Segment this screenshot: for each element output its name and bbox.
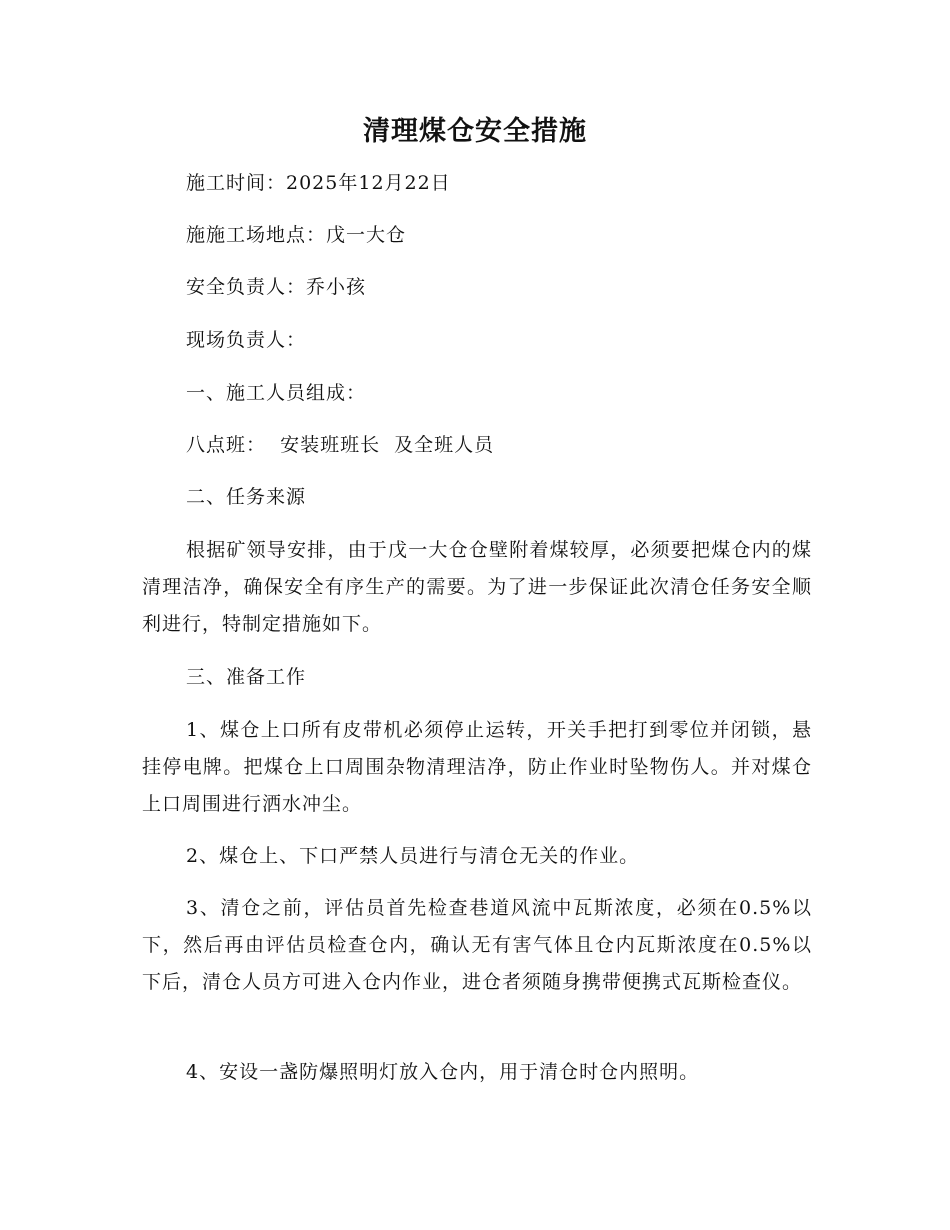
section1-content: 八点班： 安装班班长 及全班人员 — [186, 434, 495, 456]
section3-heading: 三、准备工作 — [186, 666, 307, 688]
section3-item-2: 2、煤仓上、下口严禁人员进行与清仓无关的作业。 — [186, 845, 640, 867]
section2-paragraph: 根据矿领导安排，由于戊一大仓仓壁附着煤较厚，必须要把煤仓内的煤清理洁净，确保安全有序生产的需要。为了进一步保证此次清仓任务安全顺利进行，特制定措施如下。 — [142, 539, 812, 635]
section2-heading: 二、任务来源 — [186, 486, 307, 508]
construction-time: 施工时间：2025年12月22日 — [186, 172, 451, 194]
section3-item-4: 4、安设一盏防爆照明灯放入仓内，用于清仓时仓内照明。 — [186, 1061, 700, 1083]
construction-location: 施施工场地点：戊一大仓 — [186, 224, 407, 246]
document-title: 清理煤仓安全措施 — [363, 116, 587, 147]
section3-item-3: 3、清仓之前，评估员首先检查巷道风流中瓦斯浓度，必须在0.5%以下，然后再由评估员检查仓内，确认无有害气体且仓内瓦斯浓度在0.5%以下后，清仓人员方可进入仓内作业，进仓者须随身携带便携式瓦斯检查仪。 — [142, 897, 812, 993]
site-lead: 现场负责人： — [186, 329, 307, 351]
section1-heading: 一、施工人员组成： — [186, 382, 367, 404]
safety-lead: 安全负责人：乔小孩 — [186, 276, 367, 298]
section3-item-1: 1、煤仓上口所有皮带机必须停止运转，开关手把打到零位并闭锁，悬挂停电牌。把煤仓上口周围杂物清理洁净，防止作业时坠物伤人。并对煤仓上口周围进行洒水冲尘。 — [142, 719, 812, 815]
